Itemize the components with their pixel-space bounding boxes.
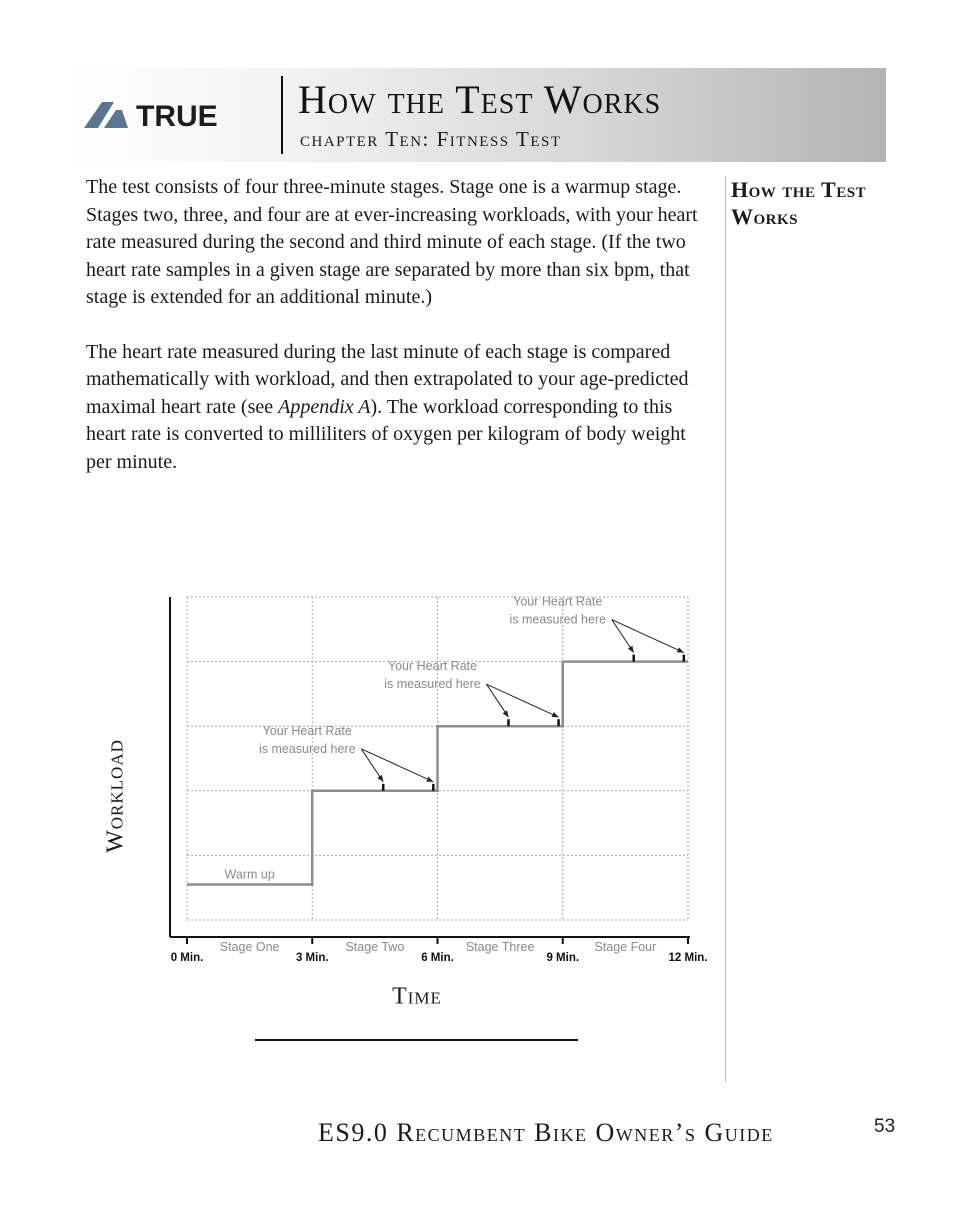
- logo-wordmark: TRUE: [136, 100, 218, 128]
- page-number: 53: [874, 1116, 896, 1137]
- heart-rate-label-line2: is measured here: [509, 612, 607, 627]
- pointer-arrowhead: [503, 710, 509, 717]
- caption-rule: [255, 1039, 578, 1041]
- stage-label: Stage Four: [594, 940, 657, 954]
- heart-rate-label-line1: Your Heart Rate: [513, 594, 603, 609]
- page-title: How the Test Works: [298, 77, 662, 122]
- heart-rate-label-line1: Your Heart Rate: [387, 659, 478, 674]
- x-tick-label: 3 Min.: [295, 952, 329, 964]
- workload-step-line: [187, 662, 688, 885]
- x-tick-label: 12 Min.: [668, 952, 708, 964]
- warm-up-label: Warm up: [224, 867, 275, 882]
- x-tick-label: 0 Min.: [170, 952, 204, 964]
- footer-title: ES9.0 Recumbent Bike Owner’s Guide: [318, 1118, 774, 1147]
- x-tick-label: 6 Min.: [421, 952, 454, 964]
- sidebar-heading: How the Test Works: [731, 177, 867, 229]
- stage-label: Stage Two: [345, 940, 405, 954]
- heart-rate-label-line1: Your Heart Rate: [262, 723, 352, 738]
- paragraph-2: The heart rate measured during the last minute of each stage is compared mathematically with workload, and then extrapolated to your age-predicted maximal heart rate (see Appendix A). The workload corresponding to this heart rate is converted to milliliters of oxygen per kilogram of body weight per minute.: [86, 340, 689, 473]
- chapter-subtitle: chapter Ten: Fitness Test: [300, 127, 562, 151]
- pointer-arrowhead: [377, 775, 383, 782]
- heart-rate-label-line2: is measured here: [258, 741, 356, 756]
- heart-rate-label-line2: is measured here: [384, 677, 481, 692]
- pointer-arrowhead: [628, 646, 634, 653]
- stage-label: Stage One: [219, 940, 280, 954]
- x-tick-label: 9 Min.: [546, 952, 580, 964]
- y-axis-label: Workload: [102, 739, 129, 853]
- stage-label: Stage Three: [465, 940, 535, 954]
- x-axis-label: Time: [392, 983, 442, 1010]
- paragraph-1: The test consists of four three-minute stages. Stage one is a warmup stage. Stages two, three, and four are at ever-increasing workloads, with your heart rate measured during the second and third minute of each stage. (If the two heart rate samples in a given stage are separated by more than six bpm, that stage is extended for an additional minute.): [86, 176, 698, 308]
- appendix-reference: Appendix A: [278, 395, 371, 418]
